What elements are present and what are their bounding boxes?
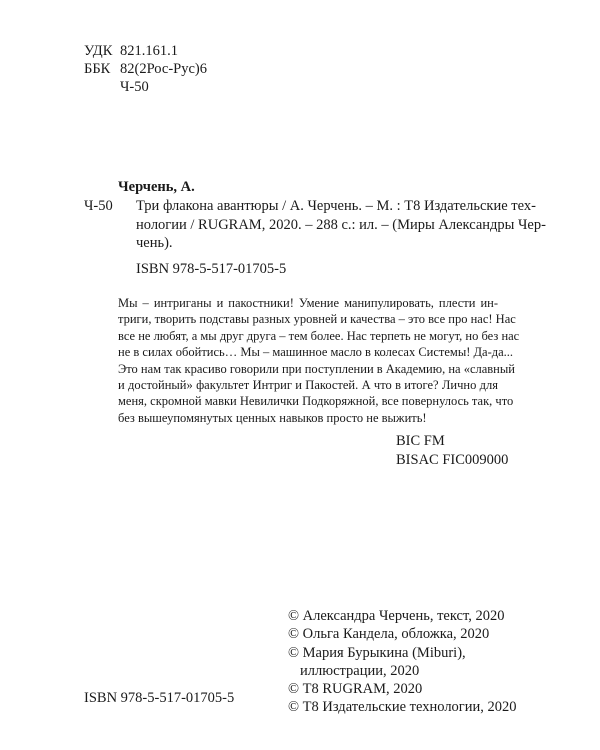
copyright-cover: © Ольга Кандела, обложка, 2020 [288, 626, 490, 643]
bisac-code: BISAC FIC009000 [396, 452, 509, 468]
udk-value: 821.161.1 [120, 43, 178, 59]
annotation-line: и достойный» факультет Интриг и Пакостей. А что в итоге? Лично для [118, 378, 498, 393]
bbk-value: 82(2Рос-Рус)6 [120, 61, 207, 77]
copyright-block [288, 607, 517, 717]
copyright-text: © Александра Черчень, текст, 2020 [288, 608, 505, 624]
annotation [118, 295, 520, 426]
bbk-label: ББК [84, 61, 111, 77]
annotation-line: Это нам так красиво говорили при поступлении в Академию, на «славный [118, 361, 515, 376]
bibliographic-description [136, 197, 546, 253]
author-sign: Ч-50 [120, 79, 149, 95]
entry-isbn: ISBN 978-5-517-01705-5 [136, 261, 287, 277]
annotation-line: все не любят, а мы друг друга – тем более. Нас терпеть не могут, но без нас [118, 328, 520, 343]
annotation-line: не в силах обойтись… Мы – машинное масло в колесах Системы! Да-да... [118, 345, 514, 360]
annotation-line: меня, скромной мавки Невилички Подкоряжной, все повернулось так, что [118, 394, 514, 409]
description-line: Три флакона авантюры / А. Черчень. – М. : Т8 Издательские тех- [136, 198, 536, 214]
description-line: чень). [136, 235, 173, 251]
annotation-line: триги, творить подставы разных уровней и качества – это все про нас! Нас [118, 312, 516, 327]
author-heading: Черчень, А. [118, 179, 195, 195]
margin-author-sign: Ч-50 [84, 198, 113, 214]
copyright-illustrations-cont: иллюстрации, 2020 [300, 662, 420, 679]
bbk-row [84, 60, 207, 78]
annotation-line: Мы – интриганы и пакостники! Умение манипулировать, плести ин- [118, 296, 498, 310]
copyright-rugram: © Т8 RUGRAM, 2020 [288, 681, 423, 698]
classification-block [84, 42, 207, 96]
copyright-publisher: © Т8 Издательские технологии, 2020 [288, 699, 517, 716]
bic-code: BIC FM [396, 433, 445, 449]
udk-row [84, 42, 207, 60]
copyright-illustrations: © Мария Бурыкина (Miburi), [288, 644, 466, 661]
footer-isbn: ISBN 978-5-517-01705-5 [84, 690, 235, 706]
description-line: нологии / RUGRAM, 2020. – 288 с.: ил. – (Миры Александры Чер- [136, 216, 546, 233]
annotation-line: без вышеупомянутых ценных навыков просто не выжить! [118, 410, 427, 425]
udk-label: УДК [84, 43, 113, 59]
author-sign-row [84, 78, 207, 96]
